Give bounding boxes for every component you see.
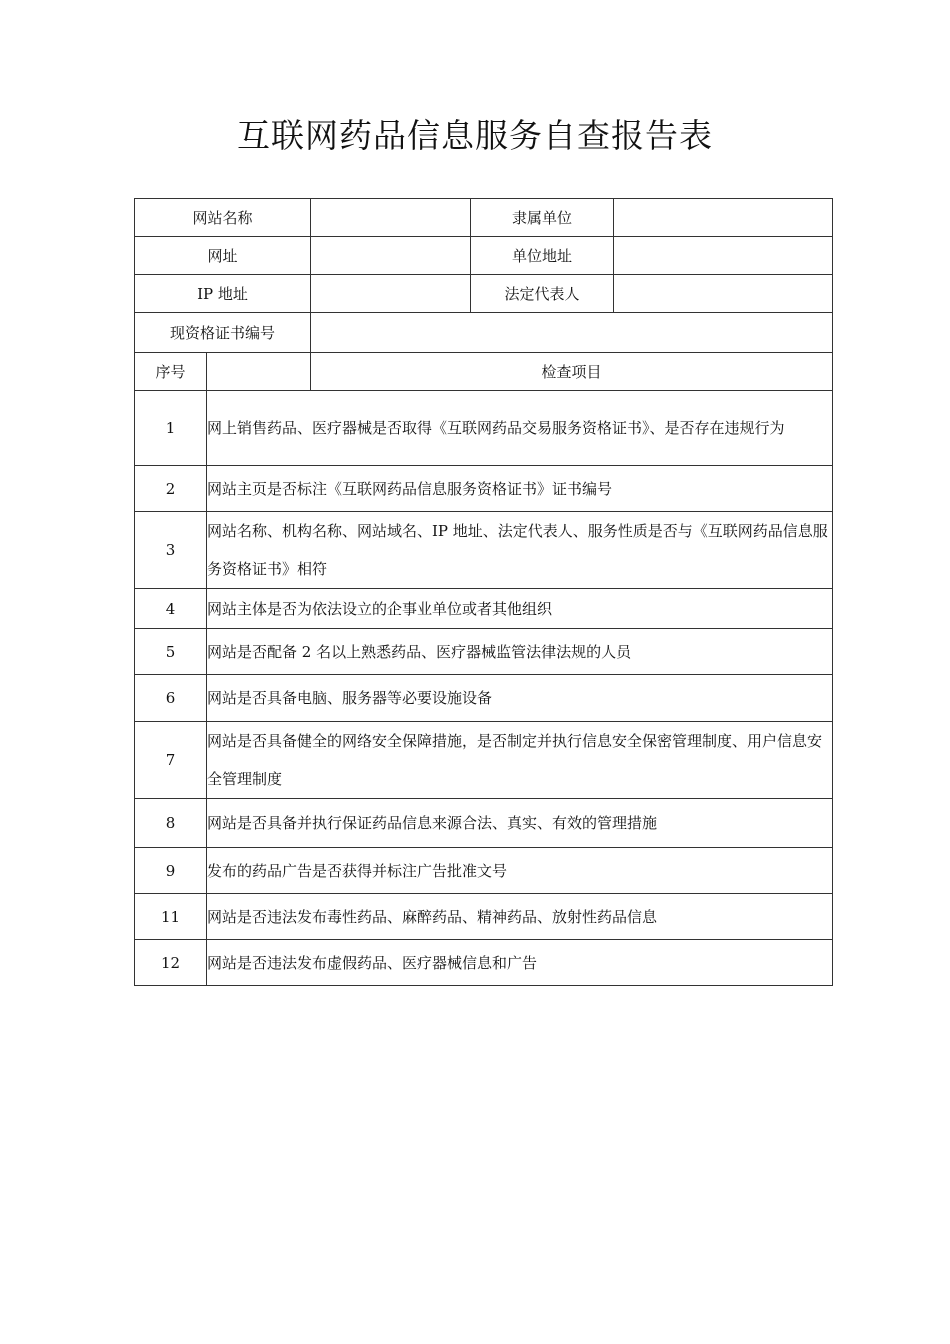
url-field[interactable]	[311, 237, 471, 275]
site-name-label: 网站名称	[135, 199, 311, 237]
legal-rep-label: 法定代表人	[471, 275, 614, 313]
item-number: 3	[135, 512, 207, 589]
item-number: 7	[135, 722, 207, 799]
item-text: 网站是否违法发布虚假药品、医疗器械信息和广告	[207, 940, 833, 986]
item-text: 网站是否违法发布毒性药品、麻醉药品、精神药品、放射性药品信息	[207, 894, 833, 940]
item-text: 网站名称、机构名称、网站域名、IP 地址、法定代表人、服务性质是否与《互联网药品信息服务资格证书》相符	[207, 512, 833, 589]
item-text: 网站主体是否为依法设立的企事业单位或者其他组织	[207, 589, 833, 629]
url-label: 网址	[135, 237, 311, 275]
unit-address-field[interactable]	[614, 237, 833, 275]
item-text: 网站是否具备电脑、服务器等必要设施设备	[207, 675, 833, 722]
site-name-field[interactable]	[311, 199, 471, 237]
table-row	[135, 589, 833, 629]
ip-label: IP 地址	[135, 275, 311, 313]
table-row	[135, 629, 833, 675]
table-row	[135, 894, 833, 940]
item-number: 1	[135, 391, 207, 466]
affiliated-unit-field[interactable]	[614, 199, 833, 237]
row-site-name	[135, 199, 833, 237]
item-text: 网站是否具备并执行保证药品信息来源合法、真实、有效的管理措施	[207, 799, 833, 848]
row-table-head	[135, 353, 833, 391]
item-number: 4	[135, 589, 207, 629]
ip-field[interactable]	[311, 275, 471, 313]
legal-rep-field[interactable]	[614, 275, 833, 313]
item-text: 发布的药品广告是否获得并标注广告批准文号	[207, 848, 833, 894]
item-number: 8	[135, 799, 207, 848]
items-header: 检查项目	[311, 353, 833, 391]
row-cert-no	[135, 313, 833, 353]
table-row	[135, 466, 833, 512]
item-text: 网站是否具备健全的网络安全保障措施，是否制定并执行信息安全保密管理制度、用户信息安全管理制度	[207, 722, 833, 799]
table-row	[135, 722, 833, 799]
self-inspection-table	[134, 198, 833, 986]
item-number: 2	[135, 466, 207, 512]
table-row	[135, 391, 833, 466]
affiliated-unit-label: 隶属单位	[471, 199, 614, 237]
table-row	[135, 799, 833, 848]
item-text: 网上销售药品、医疗器械是否取得《互联网药品交易服务资格证书》、是否存在违规行为	[207, 391, 833, 466]
cert-no-label: 现资格证书编号	[135, 313, 311, 353]
row-url	[135, 237, 833, 275]
row-ip	[135, 275, 833, 313]
item-number: 11	[135, 894, 207, 940]
item-text: 网站是否配备 2 名以上熟悉药品、医疗器械监管法律法规的人员	[207, 629, 833, 675]
table-row	[135, 848, 833, 894]
item-number: 9	[135, 848, 207, 894]
seq-header: 序号	[135, 353, 207, 391]
page-title: 互联网药品信息服务自查报告表	[237, 116, 713, 155]
unit-address-label: 单位地址	[471, 237, 614, 275]
table-row	[135, 675, 833, 722]
cert-no-field[interactable]	[311, 313, 833, 353]
item-number: 5	[135, 629, 207, 675]
blank-header	[207, 353, 311, 391]
table-row	[135, 940, 833, 986]
item-number: 12	[135, 940, 207, 986]
table-row	[135, 512, 833, 589]
item-text: 网站主页是否标注《互联网药品信息服务资格证书》证书编号	[207, 466, 833, 512]
item-number: 6	[135, 675, 207, 722]
